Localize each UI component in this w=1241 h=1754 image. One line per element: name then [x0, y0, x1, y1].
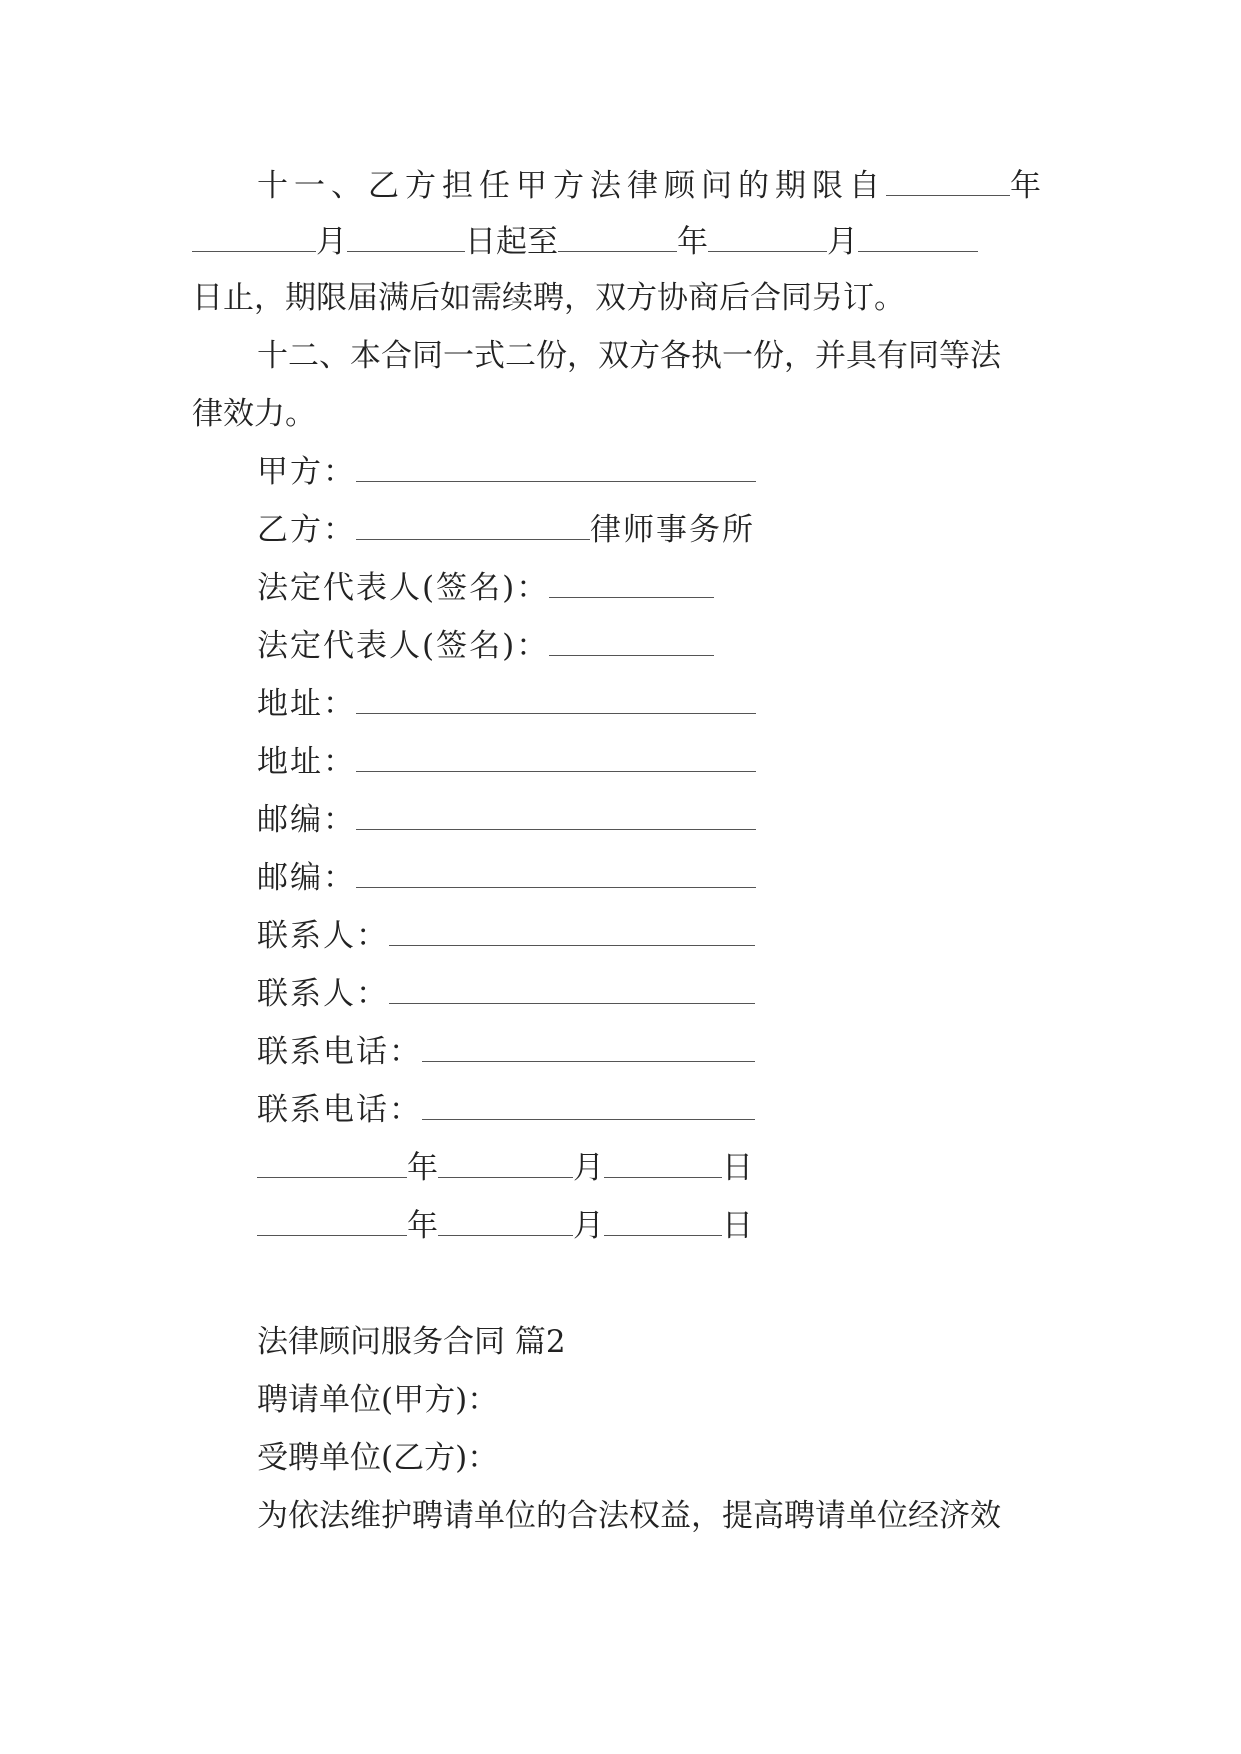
party-b-row — [257, 508, 755, 552]
address-label-1: 地址： — [257, 686, 356, 722]
phone-blank-1 — [422, 1035, 755, 1062]
term-start-day-blank — [347, 225, 465, 252]
section-2-intro: 为依法维护聘请单位的合法权益，提高聘请单位经济效 — [257, 1498, 1001, 1534]
postcode-blank-2 — [356, 861, 756, 888]
contact-row-1 — [257, 914, 755, 958]
postcode-row-2 — [257, 856, 756, 900]
contact-row-2 — [257, 972, 755, 1016]
date-month-blank-2 — [438, 1209, 573, 1236]
party-b-label: 乙方： — [257, 512, 356, 548]
postcode-blank-1 — [356, 803, 756, 830]
legal-rep-blank-1 — [549, 571, 714, 598]
term-end-day-blank — [858, 225, 978, 252]
postcode-label-2: 邮编： — [257, 860, 356, 896]
year-label: 年 — [1010, 168, 1047, 204]
date-day-label-1: 日 — [722, 1150, 753, 1186]
legal-rep-label-1: 法定代表人(签名)： — [257, 570, 550, 606]
month-label: 月 — [316, 224, 347, 260]
address-blank-1 — [356, 687, 756, 714]
party-a-row — [257, 450, 756, 494]
legal-rep-label-2: 法定代表人(签名)： — [257, 628, 550, 664]
contact-blank-1 — [389, 919, 755, 946]
party-a-label: 甲方： — [257, 454, 356, 490]
clause-12-line-1: 十二、本合同一式二份，双方各执一份，并具有同等法 — [257, 338, 1001, 374]
contact-blank-2 — [389, 977, 755, 1004]
employee-label: 受聘单位(乙方)： — [257, 1440, 499, 1476]
party-b-blank — [356, 513, 590, 540]
contact-label-1: 联系人： — [257, 918, 389, 954]
date-day-blank-1 — [604, 1151, 722, 1178]
clause-11-line-3 — [192, 276, 905, 320]
month-label-2: 月 — [827, 224, 858, 260]
date-year-blank-1 — [257, 1151, 407, 1178]
clause-11-text: 十一、乙方担任甲方法律顾问的期限自 — [257, 168, 886, 204]
date-year-label-1: 年 — [407, 1150, 438, 1186]
date-day-blank-2 — [604, 1209, 722, 1236]
date-month-blank-1 — [438, 1151, 573, 1178]
phone-blank-2 — [422, 1093, 755, 1120]
term-end-month-blank — [708, 225, 827, 252]
address-row-1 — [257, 682, 756, 726]
clause-12-line-2: 律效力。 — [192, 396, 316, 432]
date-row-2 — [257, 1204, 753, 1248]
date-row-1 — [257, 1146, 753, 1190]
term-start-month-blank — [192, 225, 316, 252]
clause-11-line-2 — [192, 220, 978, 264]
postcode-label-1: 邮编： — [257, 802, 356, 838]
date-year-label-2: 年 — [407, 1208, 438, 1244]
legal-rep-blank-2 — [549, 629, 714, 656]
section-2-title: 法律顾问服务合同 篇2 — [257, 1324, 566, 1360]
phone-label-1: 联系电话： — [257, 1034, 422, 1070]
date-day-label-2: 日 — [722, 1208, 753, 1244]
term-start-year-blank — [886, 169, 1010, 196]
law-firm-label: 律师事务所 — [590, 512, 755, 548]
phone-label-2: 联系电话： — [257, 1092, 422, 1128]
date-month-label-2: 月 — [573, 1208, 604, 1244]
legal-rep-row-1 — [257, 566, 714, 610]
postcode-row-1 — [257, 798, 756, 842]
address-label-2: 地址： — [257, 744, 356, 780]
party-a-blank — [356, 455, 756, 482]
employer-label: 聘请单位(甲方)： — [257, 1382, 499, 1418]
clause-11-line-1 — [257, 164, 1047, 208]
clause-11-end-text: 日止，期限届满后如需续聘，双方协商后合同另订。 — [192, 280, 905, 316]
term-end-year-blank — [558, 225, 677, 252]
year-label-2: 年 — [677, 224, 708, 260]
contact-label-2: 联系人： — [257, 976, 389, 1012]
date-month-label-1: 月 — [573, 1150, 604, 1186]
phone-row-2 — [257, 1088, 755, 1132]
address-row-2 — [257, 740, 756, 784]
day-start-label: 日起至 — [465, 224, 558, 260]
address-blank-2 — [356, 745, 756, 772]
date-year-blank-2 — [257, 1209, 407, 1236]
phone-row-1 — [257, 1030, 755, 1074]
legal-rep-row-2 — [257, 624, 714, 668]
